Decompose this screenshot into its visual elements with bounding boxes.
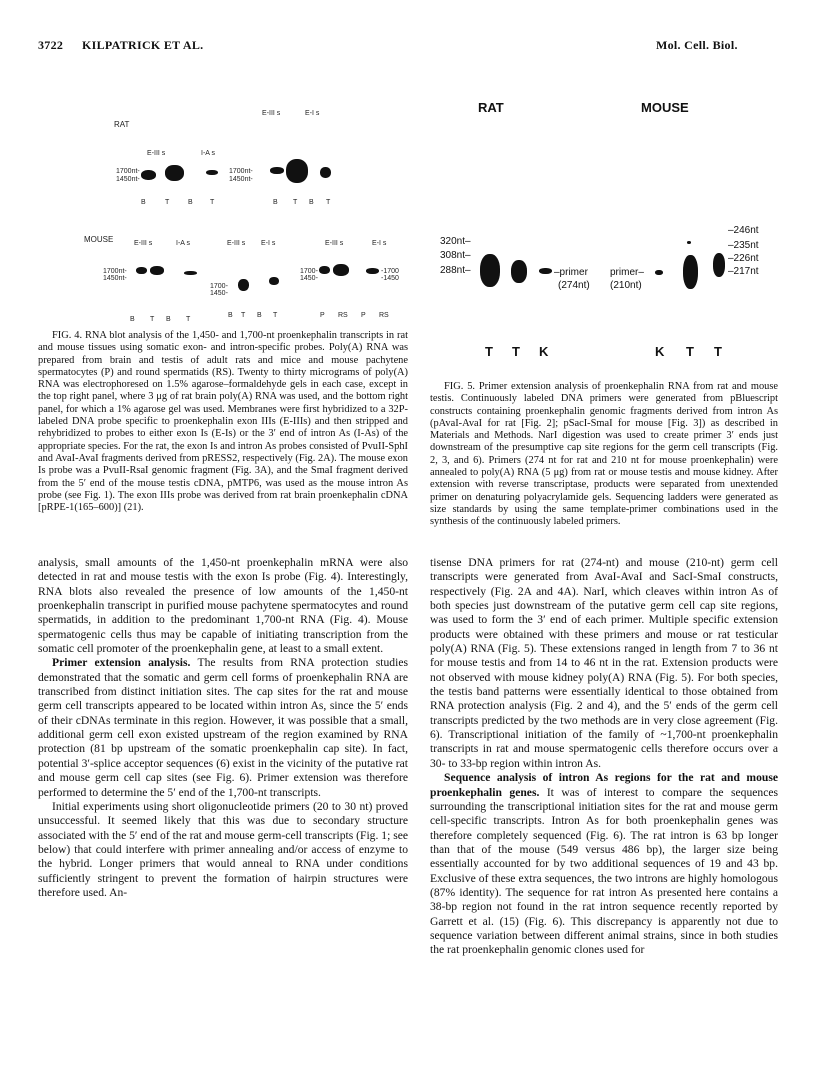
fig4-mouse-probe-e1b: E-I s (372, 240, 387, 247)
fig4-band (320, 167, 331, 178)
fig4-mouse-probe-e3b: E-III s (227, 240, 246, 247)
fig5-primer-mouse: primer– (610, 267, 644, 278)
fig4-rat-probe-e3: E-III s (147, 150, 166, 157)
fig4-lane: T (210, 199, 215, 206)
fig4-rat-probe-e1: E-I s (305, 110, 320, 117)
fig4-lane: P (361, 312, 366, 319)
fig4-band (141, 170, 156, 180)
figure-5-caption (430, 381, 778, 529)
fig4-band (238, 279, 249, 291)
figure-5 (430, 90, 780, 365)
fig4-right-1450: -1450 (381, 275, 399, 282)
fig5-band (683, 255, 698, 289)
fig4-lane: T (326, 199, 331, 206)
right-text-column (430, 556, 778, 958)
fig4-size-1450-e: 1450- (300, 275, 318, 282)
fig4-lane: B (257, 312, 262, 319)
fig4-band (270, 167, 284, 174)
fig5-lane-1: T (485, 344, 493, 359)
fig4-row-mouse: MOUSE (84, 235, 114, 244)
fig5-right-226: –226nt (728, 253, 759, 264)
fig5-primer-rat-len: (274nt) (558, 280, 590, 291)
fig4-band (269, 277, 279, 285)
fig4-lane: B (188, 199, 193, 206)
fig4-lane: B (141, 199, 146, 206)
fig4-size-1700-d: 1700- (210, 283, 228, 290)
fig4-mouse-probe-e3c: E-III s (325, 240, 344, 247)
fig4-band (165, 165, 184, 181)
fig4-row-rat: RAT (114, 120, 130, 129)
fig4-band (206, 170, 218, 175)
figure-4-caption (38, 330, 408, 514)
fig4-size-1700: 1700nt- (116, 168, 140, 175)
fig5-lane-5: T (686, 344, 694, 359)
fig4-lane: B (309, 199, 314, 206)
fig4-lane: B (273, 199, 278, 206)
fig5-title-rat: RAT (478, 100, 504, 115)
right-paragraph-1: tisense DNA primers for rat (274-nt) and mouse (210-nt) germ cell transcripts were generated from AvaI-AvaI and SacI-SmaI constructs, respectively (Fig. 2A and 4A). NarI, which cleaves within intron As of both species just downstream of the putative germ cell cap site regions, was used to form the 3′ end of each primer. Multiple specific extension products were obtained with these primers and mouse or rat testicular poly(A) RNA (Fig. 5). These extensions ranged in length from 7 to 36 nt for mouse testis and from 14 to 46 nt in the rat. Extension products were not observed with mouse kidney poly(A) RNA (Fig. 5). For both species, the testis band patterns were essentially identical to those obtained from RNA protection analysis (Fig. 2 and 4), and the 5′ ends of the germ cell transcripts predicted by the two methods are in very close agreement (Fig. 6). Transcriptional initiation of the family of ~1,700-nt proenkephalin transcripts in rat and mouse spermatogenic cells therefore occurs over a 30- to 33-bp region within intron As. (430, 556, 778, 770)
fig4-rat-probe-e3b: E-III s (262, 110, 281, 117)
left-text-column (38, 556, 408, 900)
fig4-band (136, 267, 147, 274)
right-paragraph-2 (430, 771, 778, 957)
fig5-right-217: –217nt (728, 266, 759, 277)
fig5-band (539, 268, 552, 274)
fig5-marker-288: 288nt– (440, 265, 471, 276)
fig4-band (286, 159, 308, 183)
fig4-lane: T (241, 312, 246, 319)
fig4-size-1450-b: 1450nt- (229, 176, 253, 183)
fig5-right-235: –235nt (728, 240, 759, 251)
fig5-lane-3: K (539, 344, 549, 359)
fig4-lane: T (186, 316, 191, 323)
figure-4 (38, 68, 408, 330)
fig4-size-1700-b: 1700nt- (229, 168, 253, 175)
fig4-mouse-probe-e3: E-III s (134, 240, 153, 247)
fig4-band (319, 266, 330, 274)
fig5-band (687, 241, 691, 244)
fig5-caption-text: FIG. 5. Primer extension analysis of proenkephalin RNA from rat and mouse testis. Continuously labeled DNA primers were generated from pBluescript constructs containing proenkephalin genomic fragments derived from intron As (pAvaI-AvaI for rat [Fig. 2]; pSacI-SmaI for mouse [Fig. 3]) as described in Materials and Methods. NarI digestion was used to create primer 3′ ends just downstream of the presumptive cap site regions for the germ cell transcripts (Fig. 2, 3, and 6). Primers (274 nt for rat and 210 nt for mouse proenkephalin) were annealed to poly(A) RNA (5 μg) from rat or mouse testis and mouse kidney. After extension with reverse transcriptase, products were separated from unextended primer on denaturing polyacrylamide gels. Sequencing ladders were generated as size standards by using the same template-primer combinations used in the synthesis of the continuously labeled primers. (430, 381, 778, 528)
fig4-band (366, 268, 379, 274)
fig5-band (480, 254, 500, 287)
fig4-mouse-probe-e1: E-I s (261, 240, 276, 247)
fig4-lane: RS (379, 312, 389, 319)
fig4-lane: T (273, 312, 278, 319)
fig4-size-1700-c: 1700nt- (103, 268, 127, 275)
fig4-lane: T (165, 199, 170, 206)
fig5-band (511, 260, 527, 283)
journal-name: Mol. Cell. Biol. (656, 38, 738, 52)
left-paragraph-3: Initial experiments using short oligonucleotide primers (20 to 30 nt) proved unsuccessful. It seemed likely that this was due to secondary structure associated with the 5′ end of the rat and mouse germ-cell transcripts (Fig. 1; see below) that could interfere with primer annealing and/or access of enzyme to the hybrid. Longer primers that would anneal to RNA under conditions sufficiently stringent to prevent the formation of hairpin structures were therefore used. An- (38, 799, 408, 899)
fig4-caption-text: FIG. 4. RNA blot analysis of the 1,450- and 1,700-nt proenkephalin transcripts in rat and mouse tissues using somatic exon- and intron-specific probes. Poly(A) RNA was prepared from brain and testis of adult rats and mice and mouse pachytene spermatocytes (P) and round spermatids (RS). Twenty to thirty micrograms of poly(A) RNA was electrophoresed on 1.5% agarose–formaldehyde gels in each case, except in the top right panel, where 3 μg of rat brain poly(A) RNA was used, and the bottom right panel, for which a 1% agarose gel was used. Membranes were first hybridized to a 32P-labeled DNA probe specific to proenkephalin exon IIIs (E-IIIs) and then stripped and rehybridized to probes to either exon Is (E-Is) or the 3′ end of intron As (I-As) of the appropriate species. For the rat, the exon Is and intron As probes consisted of PvuII-SphI and AvaI-AvaI fragments derived from pRESS2, respectively (Fig. 2A). The mouse exon Is probe was a PvuII-RsaI genomic fragment (Fig. 3A), and the SmaI fragment derived from the 5′ end of the mouse testis cDNA, pMTP6, was used as the mouse intron As probe (see Fig. 1). The exon IIIs probe was derived from rat brain proenkephalin cDNA [pRPE-1(165–600)] (21). (38, 330, 408, 514)
fig5-title-mouse: MOUSE (641, 100, 689, 115)
running-authors: KILPATRICK ET AL. (82, 38, 204, 52)
fig4-lane: B (130, 316, 135, 323)
fig5-marker-320: 320nt– (440, 236, 471, 247)
fig4-right-1700: -1700 (381, 268, 399, 275)
fig4-size-1450-d: 1450- (210, 290, 228, 297)
fig4-lane: B (228, 312, 233, 319)
fig4-mouse-probe-ia: I-A s (176, 240, 191, 247)
fig4-rat-probe-ia: I-A s (201, 150, 216, 157)
page-number: 3722 (38, 38, 64, 52)
fig5-primer-mouse-len: (210nt) (610, 280, 642, 291)
fig4-lane: T (150, 316, 155, 323)
section-heading-primer-extension: Primer extension analysis. (52, 656, 191, 670)
fig4-size-1700-e: 1700- (300, 268, 318, 275)
left-paragraph-1: analysis, small amounts of the 1,450-nt proenkephalin mRNA were also detected in rat and mouse testis with the exon Is probe (Fig. 4). Interestingly, RNA blots also revealed the presence of low amounts of the 1,450-nt proenkephalin transcript in purified mouse pachytene spermatocytes and round spermatids, in addition to the predominant 1,700-nt RNA (Fig. 4). Mouse spermatogenic cells thus may be capable of initiating transcription from the somatic cell promoter of the proenkephalin gene, at least to a small extent. (38, 556, 408, 656)
fig5-primer-rat: –primer (554, 267, 588, 278)
fig4-lane: B (166, 316, 171, 323)
left-paragraph-2 (38, 656, 408, 799)
fig4-lane: P (320, 312, 325, 319)
fig4-size-1450-c: 1450nt- (103, 275, 127, 282)
fig5-lane-4: K (655, 344, 665, 359)
right-paragraph-2-text: It was of interest to compare the sequences surrounding the transcriptional initiation sites for the rat and mouse germ cell-specific transcripts. Intron As for both proenkephalin genes was therefore completely sequenced (Fig. 6). The rat intron is 63 bp longer than that of the mouse (549 versus 486 bp), the larger size being essentially accounted for by two additional sequences of 19 and 43 bp. Exclusive of these extra sequences, the two introns are highly homologous (87% identity). The sequence for rat intron As presented here contains a 38-bp region not found in the rat intron sequence recently reported by Garrett et al. (15) (Fig. 6). This discrepancy is apparently not due to sequence variation between different animal strains, since in both studies the rat proenkephalin genomic clones used for (430, 785, 779, 957)
fig4-lane: T (293, 199, 298, 206)
fig5-band (655, 270, 663, 275)
fig5-marker-308: 308nt– (440, 250, 471, 261)
fig4-band (184, 271, 197, 275)
section-heading-sequence-analysis: Sequence analysis of intron As regions for the rat and mouse proenkephalin genes. (430, 771, 778, 799)
left-paragraph-2-text: The results from RNA protection studies demonstrated that the somatic and germ cell forms of proenkephalin RNA are transcribed from distinct initiation sites. The cap sites for the rat and mouse germ cell transcripts appeared to be located within intron As, since the 5′ ends of their cDNAs terminate in this region. However, it was possible that a small, additional germ cell exon existed upstream of the region examined by RNA protection (81 bp upstream of the somatic proenkephalin cap site). In fact, potential 3′-splice acceptor sequences (6) exist in the vicinity of the putative rat and mouse germ cell cap sites (see Fig. 6). Primer extension was therefore performed to determine the 5′ end of the 1,700-nt transcripts. (38, 656, 408, 799)
fig4-band (150, 266, 164, 275)
fig4-band (333, 264, 349, 276)
fig4-lane: RS (338, 312, 348, 319)
fig5-right-246: –246nt (728, 225, 759, 236)
fig5-band (713, 253, 725, 277)
fig5-lane-6: T (714, 344, 722, 359)
fig4-size-1450: 1450nt- (116, 176, 140, 183)
fig5-lane-2: T (512, 344, 520, 359)
